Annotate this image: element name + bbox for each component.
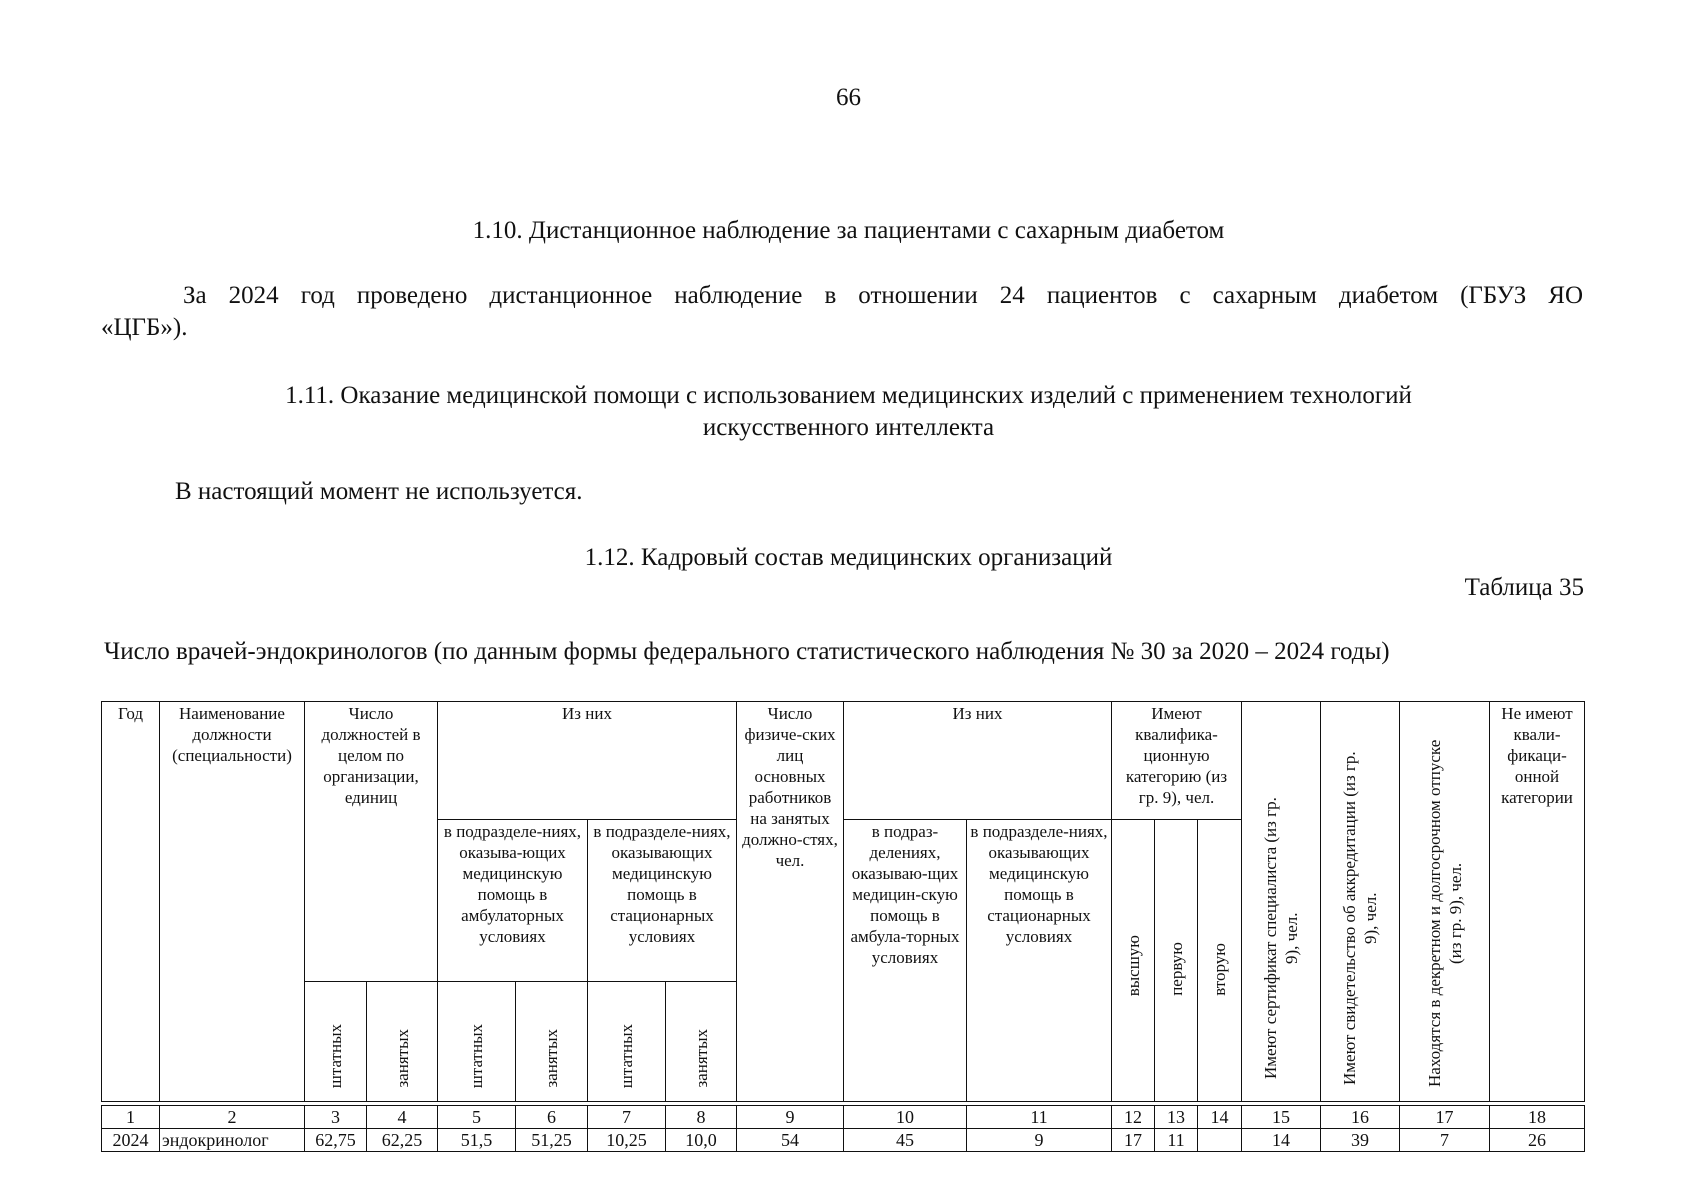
column-number: 8 [666, 1106, 737, 1129]
cell-second [1198, 1129, 1242, 1152]
cell-year: 2024 [102, 1129, 160, 1152]
header-year: Год [102, 702, 160, 1102]
cell-first: 11 [1155, 1129, 1198, 1152]
page-number: 66 [836, 84, 861, 111]
section-1-10-title: 1.10. Дистанционное наблюдение за пациентами с сахарным диабетом [472, 217, 1225, 244]
header-first-text: первую [1166, 942, 1186, 996]
section-1-11-title-line1: 1.11. Оказание медицинской помощи с использованием медицинских изделий с применением технологий [285, 382, 1412, 409]
header-leave-text: Находятся в декретном и долгосрочном отпуске (из гр. 9), чел. [1424, 739, 1465, 1087]
header-second [1198, 820, 1242, 1102]
header-total-occupied [367, 982, 438, 1102]
column-number: 13 [1155, 1106, 1198, 1129]
section-1-10-text-line2: «ЦГБ»). [101, 314, 188, 341]
section-1-12-title: 1.12. Кадровый состав медицинских организаций [584, 544, 1113, 571]
section-1-11-title-line2: искусственного интеллекта [702, 414, 995, 441]
header-outpatient-occupied-text: занятых [542, 1029, 561, 1088]
header-inpatient-occupied-text: занятых [691, 1029, 711, 1088]
column-number: 3 [305, 1106, 367, 1129]
header-total-staff-text: штатных [326, 1023, 345, 1088]
header-inpatient-positions: в подразделе-ниях, оказывающих медицинскую помощь в стационарных условиях [588, 820, 737, 982]
cell-position: эндокринолог [160, 1129, 305, 1152]
column-number: 14 [1198, 1106, 1242, 1129]
header-certificate [1242, 702, 1321, 1102]
column-number: 2 [160, 1106, 305, 1129]
header-no-category: Не имеют квали-фикаци-онной категории [1490, 702, 1585, 1102]
header-total-positions: Число должностей в целом по организации, единиц [305, 702, 438, 982]
header-outpatient-people: в подраз-делениях, оказываю-щих медицин-скую помощь в амбула-торных условиях [844, 820, 967, 1102]
column-number: 10 [844, 1106, 967, 1129]
header-leave [1400, 702, 1490, 1102]
column-number: 9 [737, 1106, 844, 1129]
staffing-table [101, 701, 1585, 1152]
header-certificate-text: Имеют сертификат специалиста (из гр. 9), чел. [1261, 797, 1301, 1079]
header-inpatient-occupied [666, 982, 737, 1102]
header-category: Имеют квалифика-ционную категорию (из гр. 9), чел. [1112, 702, 1242, 820]
header-accreditation-text: Имеют свидетельство об аккредитации (из гр. 9), чел. [1340, 751, 1380, 1085]
cell-inpatient-people: 9 [967, 1129, 1112, 1152]
column-number: 4 [367, 1106, 438, 1129]
header-accreditation [1321, 702, 1400, 1102]
column-number: 16 [1321, 1106, 1400, 1129]
header-position: Наименование должности (специальности) [160, 702, 305, 1102]
header-first [1155, 820, 1198, 1102]
cell-no-category: 26 [1490, 1129, 1585, 1152]
header-outpatient-staff [438, 982, 516, 1102]
cell-certificate: 14 [1242, 1129, 1321, 1152]
header-total-staff [305, 982, 367, 1102]
section-1-11-text: В настоящий момент не используется. [175, 478, 583, 505]
header-inpatient-staff [588, 982, 666, 1102]
cell-outpatient-staff: 51,5 [438, 1129, 516, 1152]
header-total-occupied-text: занятых [392, 1029, 412, 1088]
header-inpatient-people: в подразделе-ниях, оказывающих медицинскую помощь в стационарных условиях [967, 820, 1112, 1102]
column-number: 6 [516, 1106, 588, 1129]
cell-total-occupied: 62,25 [367, 1129, 438, 1152]
cell-leave: 7 [1400, 1129, 1490, 1152]
header-second-text: вторую [1210, 943, 1229, 996]
cell-individuals: 54 [737, 1129, 844, 1152]
header-of-them-1: Из них [438, 702, 737, 820]
table-label: Таблица 35 [1464, 574, 1584, 601]
cell-total-staff: 62,75 [305, 1129, 367, 1152]
cell-outpatient-occupied: 51,25 [516, 1129, 588, 1152]
cell-inpatient-staff: 10,25 [588, 1129, 666, 1152]
column-numbers-row [102, 1106, 1585, 1129]
column-number: 7 [588, 1106, 666, 1129]
header-highest [1112, 820, 1155, 1102]
cell-inpatient-occupied: 10,0 [666, 1129, 737, 1152]
column-number: 18 [1490, 1106, 1585, 1129]
header-outpatient-occupied [516, 982, 588, 1102]
header-outpatient-staff-text: штатных [467, 1023, 486, 1088]
column-number: 11 [967, 1106, 1112, 1129]
column-number: 15 [1242, 1106, 1321, 1129]
cell-outpatient-people: 45 [844, 1129, 967, 1152]
header-outpatient-positions: в подразделе-ниях, оказыва-ющих медицинскую помощь в амбулаторных условиях [438, 820, 588, 982]
header-highest-text: высшую [1123, 934, 1143, 996]
section-1-10-text-line1: За 2024 год проведено дистанционное наблюдение в отношении 24 пациентов с сахарным диабетом (ГБУЗ ЯО [183, 282, 1583, 309]
cell-accreditation: 39 [1321, 1129, 1400, 1152]
column-number: 17 [1400, 1106, 1490, 1129]
cell-highest: 17 [1112, 1129, 1155, 1152]
table-row [102, 1129, 1585, 1152]
header-individuals: Число физиче-ских лиц основных работников на занятых должно-стях, чел. [737, 702, 844, 1102]
header-inpatient-staff-text: штатных [617, 1023, 636, 1088]
header-of-them-2: Из них [844, 702, 1112, 820]
column-number: 5 [438, 1106, 516, 1129]
column-number: 1 [102, 1106, 160, 1129]
table-caption: Число врачей-эндокринологов (по данным формы федерального статистического наблюдения № 30 за 2020 – 2024 годы) [104, 638, 1390, 665]
column-number: 12 [1112, 1106, 1155, 1129]
